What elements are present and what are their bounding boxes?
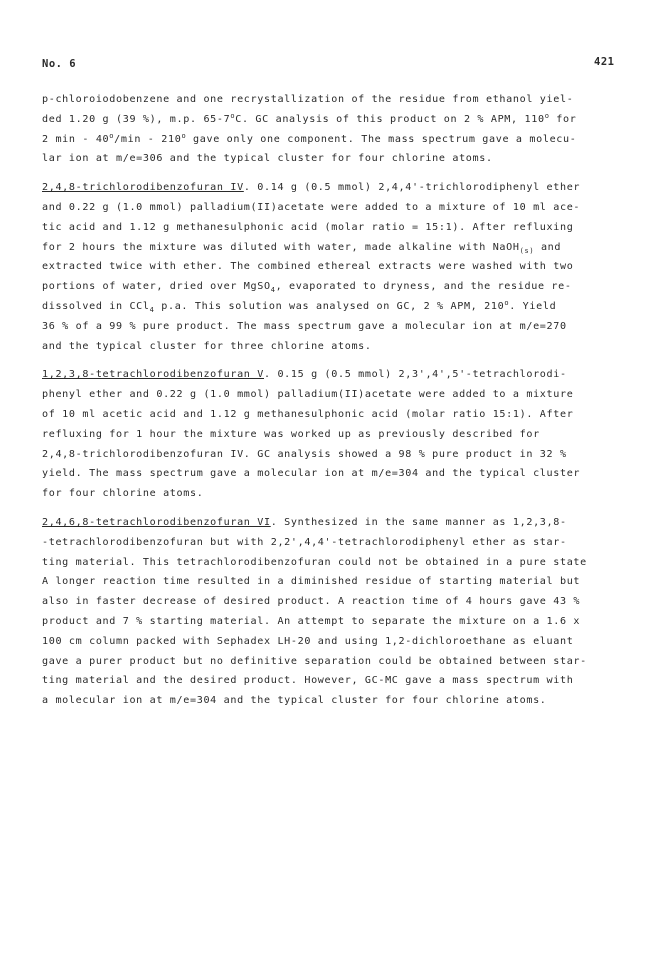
text-line: portions of water, dried over MgSO$_4$, evaporated to dryness, and the residue re- [42, 281, 572, 295]
text-line [42, 513, 632, 533]
text-line: for four chlorine atoms. [42, 488, 204, 500]
text-line: A longer reaction time resulted in a diminished residue of starting material but [42, 576, 581, 588]
compound-heading: 1,2,3,8-tetrachlorodibenzofuran V [42, 369, 264, 381]
text-line: and 0.22 g (1.0 mmol) palladium(II)acetate were added to a mixture of 10 ml ace- [42, 201, 581, 213]
text-line: extracted twice with ether. The combined ethereal extracts were washed with two [42, 261, 574, 273]
text-line: for 2 hours the mixture was diluted with water, made alkaline with NaOH$_{(s)}$ and [42, 241, 562, 255]
text-line: phenyl ether and 0.22 g (1.0 mmol) palladium(II)acetate were added to a mixture [42, 389, 574, 401]
heading-continuation: . 0.14 g (0.5 mmol) 2,4,4'-trichlorodiphenyl ether [243, 182, 581, 194]
body-text [42, 90, 632, 711]
text-line: lar ion at m/e=306 and the typical cluster for four chlorine atoms. [42, 153, 493, 165]
text-line: and the typical cluster for three chlorine atoms. [42, 340, 372, 352]
text-line [42, 178, 632, 198]
text-line: dissolved in CCl$_4$ p.a. This solution was analysed on GC, 2 % APM, 210$^o$. Yield [42, 298, 557, 314]
text-line: gave a purer product but no definitive separation could be obtained between star- [42, 655, 587, 667]
text-line: ded 1.20 g (39 %), m.p. 65-7$^o$C. GC analysis of this product on 2 % APM, 110$^o$ for [42, 111, 577, 125]
text-line: tic acid and 1.12 g methanesulphonic acid (molar ratio = 15:1). After refluxing [42, 221, 574, 233]
text-line: 100 cm column packed with Sephadex LH-20 and using 1,2-dichloroethane as eluant [42, 635, 574, 647]
text-line: product and 7 % starting material. An attempt to separate the mixture on a 1.6 x [42, 615, 581, 627]
text-line: -tetrachlorodibenzofuran but with 2,2',4,4'-tetrachlorodiphenyl ether as star- [42, 536, 567, 548]
text-line: 2,4,8-trichlorodibenzofuran IV. GC analysis showed a 98 % pure product in 32 % [42, 448, 567, 460]
paragraph-compound-vi [42, 513, 632, 711]
text-line: p-chloroiodobenzene and one recrystallization of the residue from ethanol yiel- [42, 94, 574, 105]
page-number: 421 [594, 56, 615, 68]
heading-continuation: . 0.15 g (0.5 mmol) 2,3',4',5'-tetrachlorodi- [264, 369, 567, 381]
text-line: 36 % of a 99 % pure product. The mass spectrum gave a molecular ion at m/e=270 [42, 320, 567, 332]
compound-heading: 2,4,8-trichlorodibenzofuran IV [42, 182, 244, 194]
text-line: of 10 ml acetic acid and 1.12 g methanesulphonic acid (molar ratio 15:1). After [42, 408, 574, 420]
text-line: yield. The mass spectrum gave a molecular ion at m/e=304 and the typical cluster [42, 468, 581, 480]
text-line: ting material. This tetrachlorodibenzofuran could not be obtained in a pure state [42, 556, 587, 568]
paragraph-continuation [42, 90, 632, 169]
text-line: ting material and the desired product. However, GC-MC gave a mass spectrum with [42, 675, 574, 687]
compound-heading: 2,4,6,8-tetrachlorodibenzofuran VI [42, 516, 271, 528]
text-line: also in faster decrease of desired product. A reaction time of 4 hours gave 43 % [42, 596, 581, 608]
text-line: 2 min - 40$^o$/min - 210$^o$ gave only one component. The mass spectrum gave a molecu- [42, 131, 577, 145]
text-line: refluxing for 1 hour the mixture was worked up as previously described for [42, 428, 540, 440]
text-line [42, 365, 632, 385]
paragraph-compound-v [42, 365, 632, 504]
text-line: a molecular ion at m/e=304 and the typical cluster for four chlorine atoms. [42, 695, 547, 707]
issue-number: No. 6 [42, 58, 77, 70]
paragraph-compound-iv [42, 178, 632, 356]
heading-continuation: . Synthesized in the same manner as 1,2,3,8- [270, 516, 567, 528]
